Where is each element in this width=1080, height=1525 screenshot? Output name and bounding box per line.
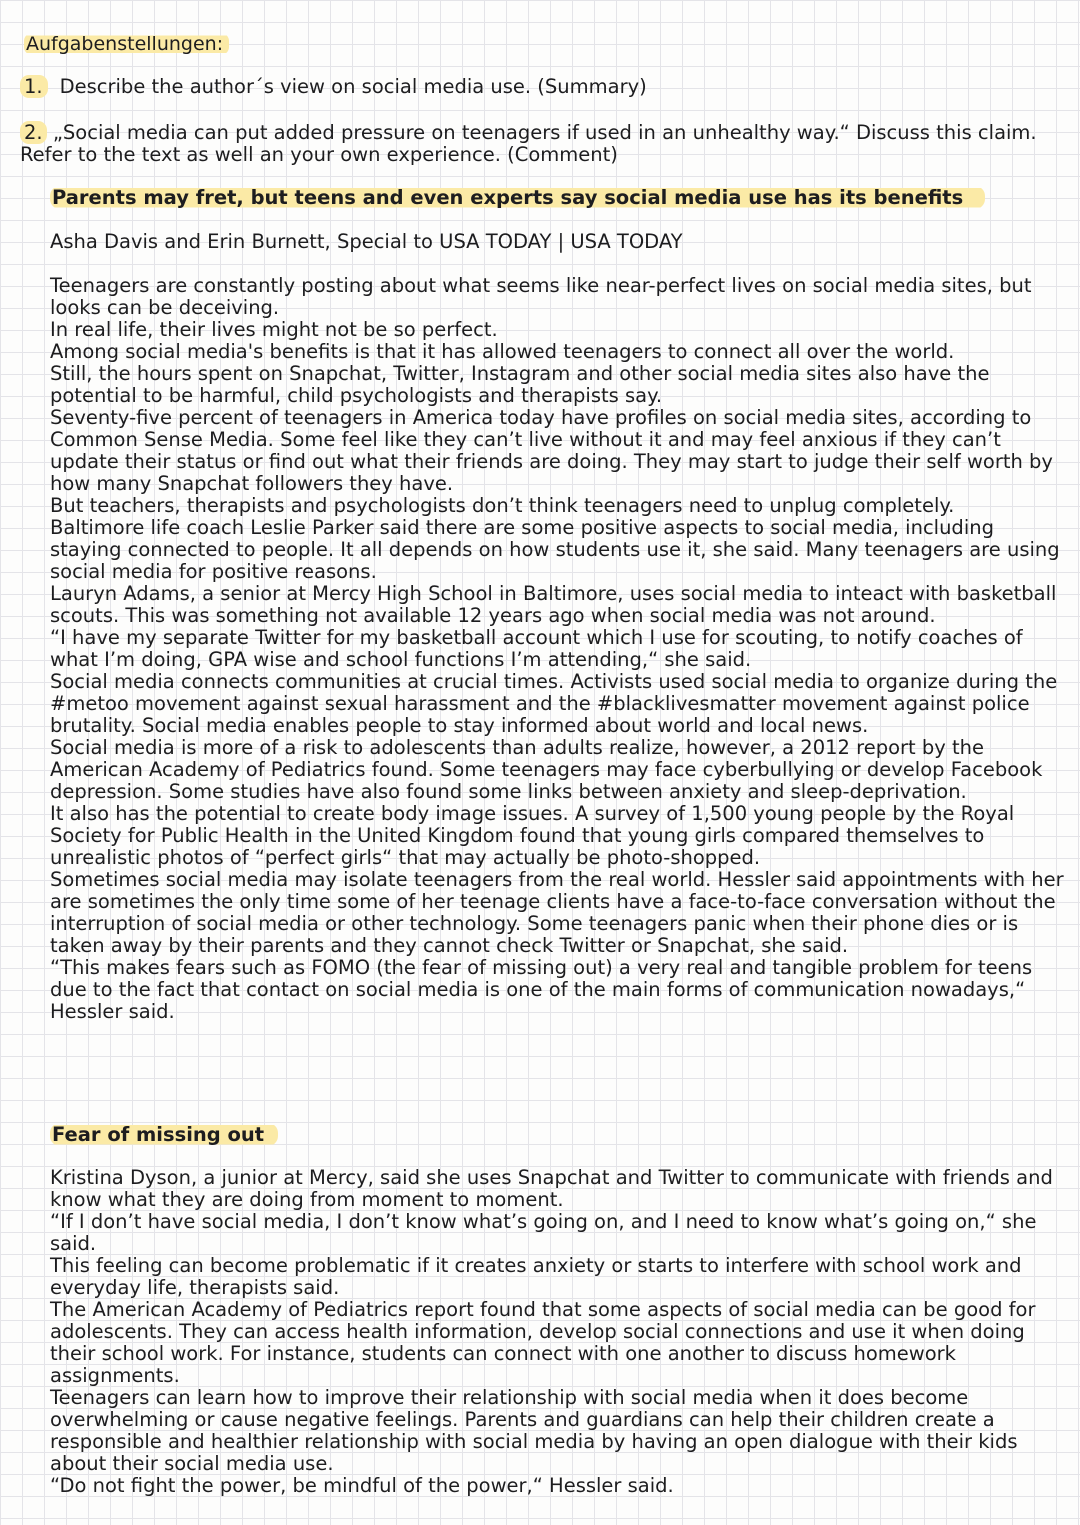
article-body-section-2	[50, 1167, 1070, 1497]
task-2	[20, 122, 1060, 166]
paragraph: Kristina Dyson, a junior at Mercy, said she uses Snapchat and Twitter to communicate with friends and know what they are doing from moment to moment.	[50, 1166, 1053, 1211]
paragraph: Still, the hours spent on Snapchat, Twitter, Instagram and other social media sites also have the potential to be harmful, child psychologists and therapists say.	[50, 362, 990, 407]
article-body-section-1	[50, 275, 1070, 1023]
paragraph: In real life, their lives might not be so perfect.	[50, 318, 498, 341]
paragraph: It also has the potential to create body image issues. A survey of 1,500 young people by the Royal Society for Public Health in the United Kingdom found that young girls compared themselves to unrealistic photos of “perfect girls“ that may actually be photo-shopped.	[50, 802, 1015, 869]
paragraph: Sometimes social media may isolate teenagers from the real world. Hessler said appointments with her are sometimes the only time some of her teenage clients have a face-to-face conversation without the interruption of social media or other technology. Some teenagers panic when their phone dies or is taken away by their parents and they cannot check Twitter or Snapchat, she said.	[50, 868, 1064, 957]
article-subheading-text: Fear of missing out	[50, 1123, 278, 1146]
paragraph: “This makes fears such as FOMO (the fear of missing out) a very real and tangible problem for teens due to the fact that contact on social media is one of the main forms of communication nowadays,“ Hessler said.	[50, 956, 1033, 1023]
article-headline-text: Parents may fret, but teens and even experts say social media use has its benefits	[50, 186, 985, 209]
paragraph: Teenagers are constantly posting about what seems like near-perfect lives on social media sites, but looks can be deceiving.	[50, 274, 1032, 319]
paragraph: Baltimore life coach Leslie Parker said there are some positive aspects to social media, including staying connected to people. It all depends on how students use it, she said. Many teenagers are using social media for positive reasons.	[50, 516, 1060, 583]
paragraph: Among social media's benefits is that it has allowed teenagers to connect all over the world.	[50, 340, 955, 363]
paragraph: Social media is more of a risk to adolescents than adults realize, however, a 2012 report by the American Academy of Pediatrics found. Some teenagers may face cyberbullying or develop Facebook depression. Some studies have also found some links between anxiety and sleep-deprivation.	[50, 736, 1043, 803]
paragraph: The American Academy of Pediatrics report found that some aspects of social media can be good for adolescents. They can access health information, develop social connections and use it when doing their school work. For instance, students can connect with one another to discuss homework assignments.	[50, 1298, 1036, 1387]
paragraph: “Do not fight the power, be mindful of the power,“ Hessler said.	[50, 1474, 674, 1497]
paragraph: Social media connects communities at crucial times. Activists used social media to organize during the #metoo movement against sexual harassment and the #blacklivesmatter movement against police brutality. Social media enables people to stay informed about world and local news.	[50, 670, 1058, 737]
tasks-heading	[24, 33, 229, 55]
article-byline: Asha Davis and Erin Burnett, Special to USA TODAY | USA TODAY	[50, 230, 683, 253]
task-1-number: 1.	[20, 75, 48, 98]
paragraph: This feeling can become problematic if it creates anxiety or starts to interfere with school work and everyday life, therapists said.	[50, 1254, 1022, 1299]
paragraph: Seventy-five percent of teenagers in America today have profiles on social media sites, according to Common Sense Media. Some feel like they can’t live without it and may feel anxious if they can’t update their status or find out what their friends are doing. They may start to judge their self worth by how many Snapchat followers they have.	[50, 406, 1053, 495]
article-subheading	[50, 1123, 278, 1147]
paragraph: Lauryn Adams, a senior at Mercy High School in Baltimore, uses social media to inteact with basketball scouts. This was something not available 12 years ago when social media was not around.	[50, 582, 1057, 627]
paragraph: “If I don’t have social media, I don’t know what’s going on, and I need to know what’s going on,“ she said.	[50, 1210, 1037, 1255]
paragraph: But teachers, therapists and psychologists don’t think teenagers need to unplug completely.	[50, 494, 955, 517]
tasks-heading-text: Aufgabenstellungen:	[24, 33, 229, 55]
task-1	[20, 76, 647, 98]
article-headline	[50, 186, 985, 210]
task-1-text: Describe the author´s view on social media use. (Summary)	[59, 75, 647, 98]
task-2-text: „Social media can put added pressure on teenagers if used in an unhealthy way.“ Discuss this claim. Refer to the text as well an your own experience. (Comment)	[20, 121, 1037, 166]
paragraph: “I have my separate Twitter for my basketball account which I use for scouting, to notify coaches of what I’m doing, GPA wise and school functions I’m attending,“ she said.	[50, 626, 1023, 671]
paragraph: Teenagers can learn how to improve their relationship with social media when it does become overwhelming or cause negative feelings. Parents and guardians can help their children create a responsible and healthier relationship with social media by having an open dialogue with their kids about their social media use.	[50, 1386, 1018, 1475]
task-2-number: 2.	[20, 121, 47, 144]
